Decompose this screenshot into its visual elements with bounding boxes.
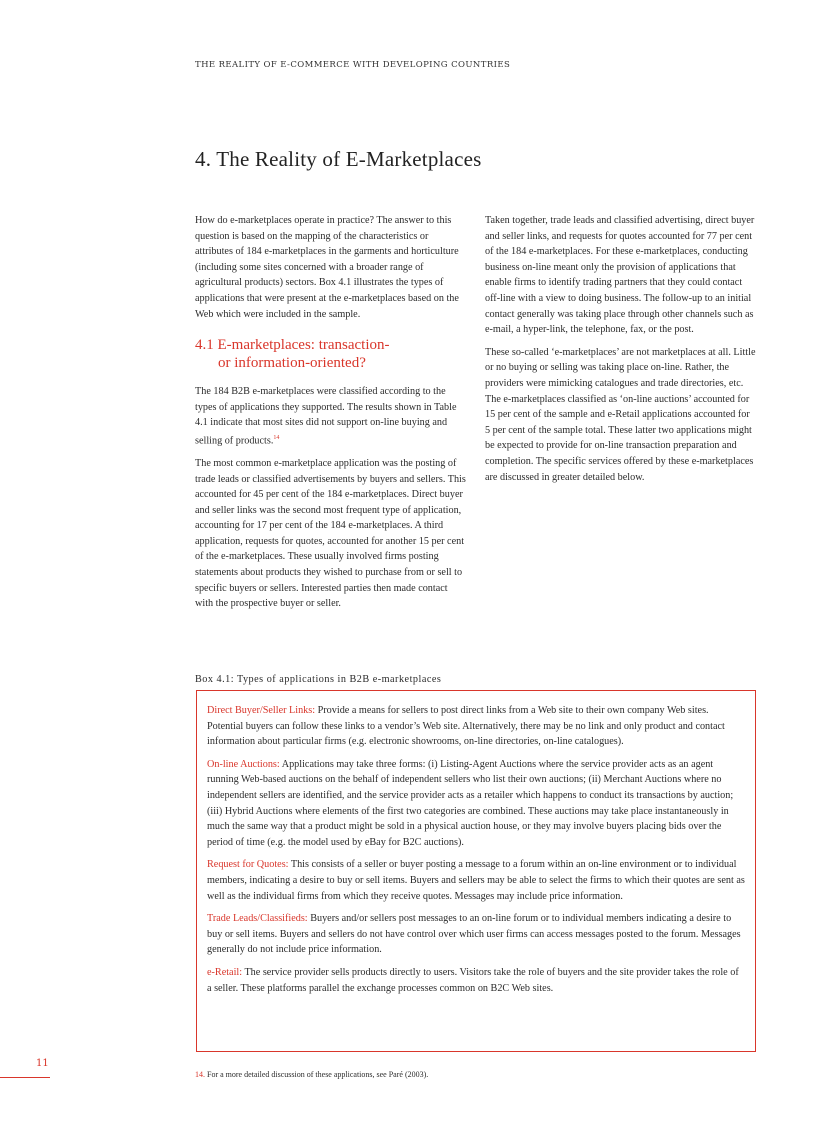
section-heading (195, 336, 467, 372)
box-entry-trade-leads (207, 911, 745, 958)
applications-paragraph: The most common e-marketplace application was the posting of trade leads or classified advertisements by buyers and sellers. This accounted for 45 per cent of the 184 e-marketplaces. Direct buyer and seller links was the second most frequent type of application, accounting for 17 per cent of the 184 e-marketplaces. A third application, requests for quotes, accounted for another 15 per cent of the e-marketplaces. These usually involved firms posting statements about products they wished to purchase from or sell to specific buyers or sellers. Interested parties then made contact with the prospective buyer or seller. (195, 457, 466, 610)
footnote-text: For a more detailed discussion of these applications, see Paré (2003). (205, 1070, 429, 1079)
summary-paragraph: Taken together, trade leads and classified advertising, direct buyer and seller links, and requests for quotes accounted for 77 per cent of the 184 e-marketplaces. For these e-marketplaces, conducting business on-line meant only the provision of applications that enable firms to identify trading partners that they could contact off-line with a view to doing business. The follow-up to an initial contact generally was taking place through other channels such as e-mail, a hyper-link, the telephone, fax, or the post. (485, 215, 755, 336)
intro-paragraph: How do e-marketplaces operate in practice? The answer to this question is based on the mapping of the characteristics or attributes of 184 e-marketplaces in the garments and horticulture (including some sites concerned with a broader range of agricultural products) sectors. Box 4.1 illustrates the types of applications that were present at the e-marketplaces based on the Web which were included in the sample. (195, 215, 459, 320)
so-called-paragraph: These so-called ‘e-marketplaces’ are not marketplaces at all. Little or no buying or selling was taking place on-line. Rather, the providers were mimicking catalogues and trade directories, etc. The e-marketplaces classified as ‘on-line auctions’ accounted for 15 per cent of the sample and e-Retail applications accounted for 5 per cent of the sample total. These latter two applications might be expected to provide for on-line transaction preparation and completion. The specific services offered by these e-marketplaces are discussed in greater detailed below. (485, 346, 756, 483)
box-text: Buyers and/or sellers post messages to an on-line forum or to individual members indicating a desire to buy or sell items. Buyers and sellers do not have control over which user firms can access messages posted to the forum. Messages generally do not include price information. (207, 913, 741, 956)
classification-paragraph (195, 384, 467, 449)
box-entry-e-retail (207, 965, 745, 996)
section-heading-line2: or information-oriented? (218, 355, 366, 372)
classification-text: The 184 B2B e-marketplaces were classified according to the types of applications they supported. The results shown in Table 4.1 indicate that most sites did not support on-line buying and selling of products. (195, 386, 457, 447)
box-text: Provide a means for sellers to post direct links from a Web site to their own company Web sites. Potential buyers can follow these links to a vendor’s Web site. Alternatively, there may be no link and only product and contact information about particular firms (e.g. electronic showrooms, on-line directories, on-line catalogues). (207, 705, 725, 748)
applications-box (196, 690, 756, 1052)
box-entry-direct-links (207, 703, 745, 750)
footnote-number: 14. (195, 1070, 205, 1079)
box-term: Direct Buyer/Seller Links: (207, 705, 316, 716)
footnote (195, 1070, 428, 1079)
box-entry-online-auctions (207, 757, 745, 851)
box-text: This consists of a seller or buyer posting a message to a forum within an on-line environment or to individual members, indicating a desire to buy or sell items. Buyers and sellers may be able to select the firms to which their quotes are sent as well as the individual firms from which they receive quotes. Messages may include price information. (207, 859, 745, 902)
box-term: On-line Auctions: (207, 758, 280, 770)
box-term: Request for Quotes: (207, 859, 289, 871)
right-column (485, 213, 757, 492)
box-term: e-Retail: (207, 966, 243, 978)
box-text: Applications may take three forms: (i) Listing-Agent Auctions where the service provider acts as an agent running Web-based auctions on the behalf of independent sellers who list their own auctions; (ii) Merchant Auctions where no independent sellers are identified, and the service provider acts as a retailer which happens to conduct its transactions by auction; (iii) Hybrid Auctions where elements of the first two categories are combined. These auctions may take place instantaneously in much the same way that a product might be sold in a physical auction house, or they may involve buyers placing bids over the period of time (e.g. the model used by eBay for B2C auctions). (207, 758, 734, 848)
box-term: Trade Leads/Classifieds: (207, 913, 308, 925)
left-column (195, 213, 467, 619)
chapter-title: 4. The Reality of E-Marketplaces (195, 147, 482, 171)
page-number: 11 (36, 1058, 49, 1069)
box-entry-request-for-quotes (207, 857, 745, 904)
page-number-rule (0, 1077, 50, 1078)
box-text: The service provider sells products directly to users. Visitors take the role of buyers and the site provider takes the role of a seller. These platforms parallel the exchange processes common on B2C Web sites. (207, 966, 739, 994)
box-caption: Box 4.1: Types of applications in B2B e-marketplaces (195, 674, 442, 685)
footnote-reference[interactable]: 14 (273, 434, 280, 441)
section-heading-line1: 4.1 E-marketplaces: transaction- (195, 337, 390, 354)
running-header: THE REALITY OF E-COMMERCE WITH DEVELOPING COUNTRIES (195, 60, 511, 70)
